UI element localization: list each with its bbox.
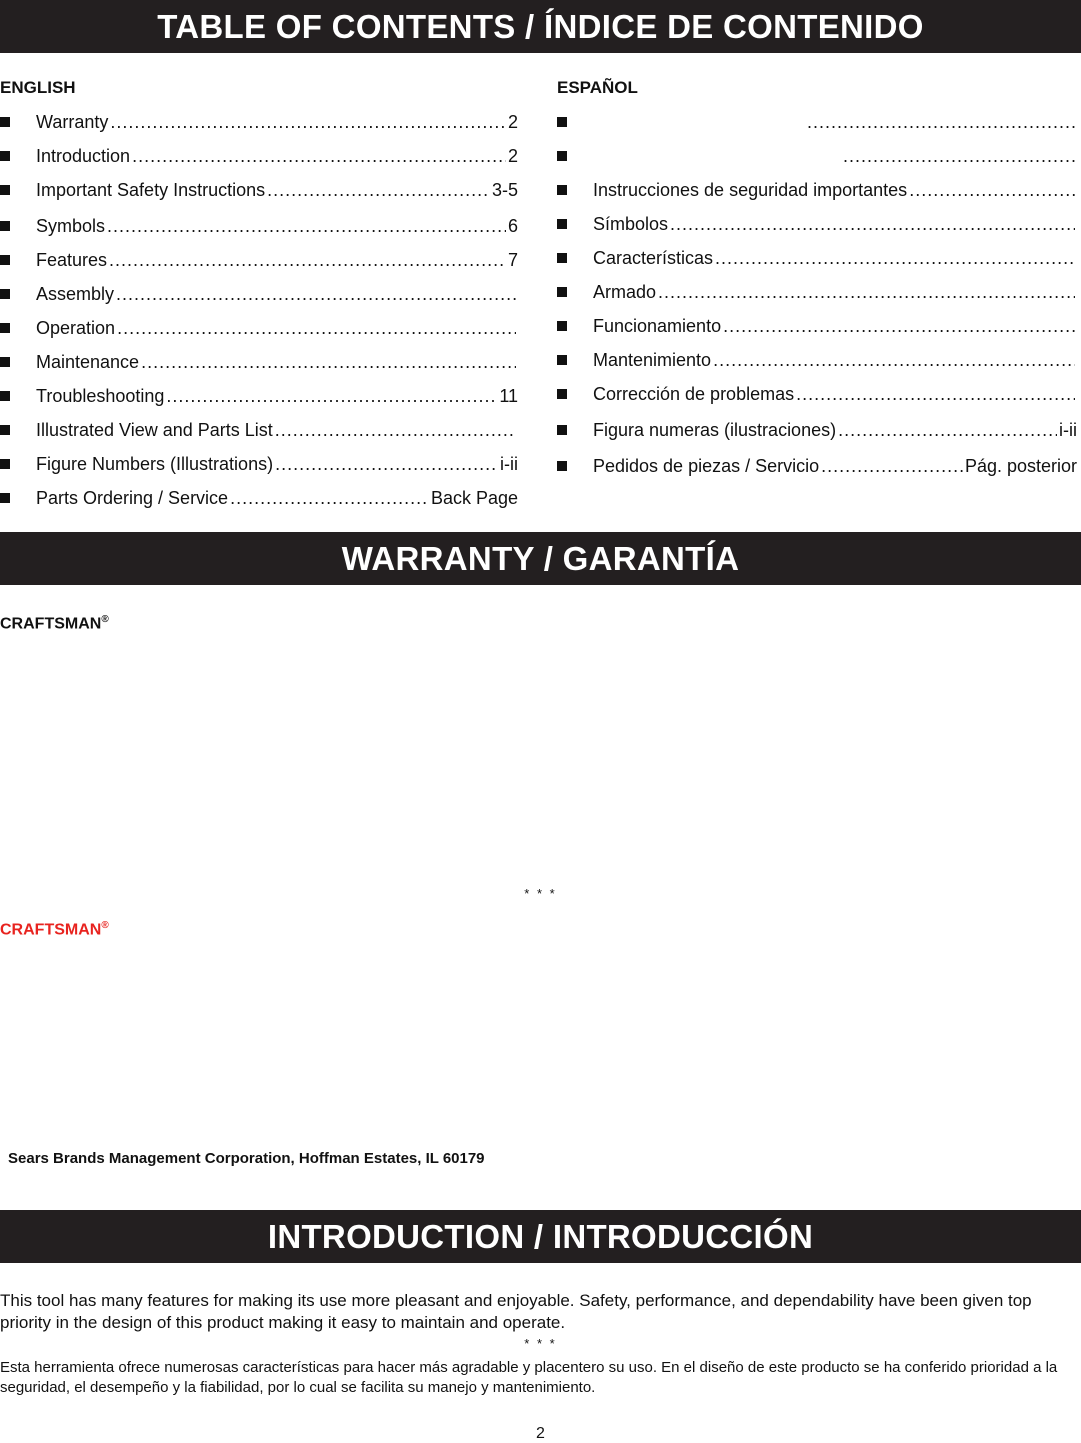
spanish-heading: ESPAÑOL xyxy=(557,78,638,97)
introduction-banner xyxy=(0,1210,1081,1263)
bullet-icon xyxy=(0,459,10,469)
english-heading: ENGLISH xyxy=(0,78,76,97)
toc-item-label: Símbolos xyxy=(593,214,669,234)
toc-item-label: Maintenance xyxy=(36,352,140,372)
toc-item-label: Warranty xyxy=(36,112,109,132)
toc-item xyxy=(0,486,518,510)
toc-item-label: Funcionamiento xyxy=(593,316,722,336)
bullet-icon xyxy=(0,289,10,299)
leader-dots xyxy=(230,486,429,510)
introduction-title: INTRODUCTION / INTRODUCCIÓN xyxy=(267,1218,814,1255)
toc-item xyxy=(0,384,518,408)
toc-item-label: Características xyxy=(593,248,714,268)
toc-item xyxy=(557,212,1077,236)
leader-dots xyxy=(838,418,1057,442)
toc-item-label: Figura numeras (ilustraciones) xyxy=(593,420,837,440)
toc-item xyxy=(0,282,518,306)
bullet-icon xyxy=(557,219,567,229)
toc-item xyxy=(0,418,518,442)
bullet-icon xyxy=(557,287,567,297)
toc-item-label: Figure Numbers (Illustrations) xyxy=(36,454,274,474)
toc-item xyxy=(557,418,1077,442)
bullet-icon xyxy=(0,323,10,333)
leader-dots xyxy=(715,246,1075,270)
warranty-brand-english xyxy=(0,614,109,633)
leader-dots xyxy=(723,314,1075,338)
page-number: 2 xyxy=(536,1425,545,1442)
toc-title: TABLE OF CONTENTS / ÍNDICE DE CONTENIDO xyxy=(157,8,924,45)
bullet-icon xyxy=(557,117,567,127)
bullet-icon xyxy=(557,425,567,435)
toc-item xyxy=(0,350,518,374)
toc-item-page: i-ii xyxy=(1059,420,1077,440)
toc-item-page: 7 xyxy=(507,250,518,270)
leader-dots xyxy=(843,144,1075,168)
bullet-icon xyxy=(0,117,10,127)
leader-dots xyxy=(796,382,1075,406)
toc-item-label: Symbols xyxy=(36,216,106,236)
bullet-icon xyxy=(0,493,10,503)
bullet-icon xyxy=(0,391,10,401)
leader-dots xyxy=(141,350,516,374)
leader-dots xyxy=(107,214,506,238)
toc-item-label: Assembly xyxy=(36,284,115,304)
leader-dots xyxy=(670,212,1075,236)
leader-dots xyxy=(267,178,490,202)
bullet-icon xyxy=(557,461,567,471)
toc-item xyxy=(557,454,1077,478)
leader-dots xyxy=(713,348,1075,372)
toc-item-label: Corrección de problemas xyxy=(593,384,795,404)
toc-item-label: Mantenimiento xyxy=(593,350,712,370)
toc-item xyxy=(557,382,1077,406)
leader-dots xyxy=(807,110,1075,134)
introduction-spanish-text: Esta herramienta ofrece numerosas características para hacer más agradable y placentero su uso. En el diseño de este producto se ha conferido prioridad a la seguridad, el desempeño y la fiabilidad, por lo cual se facilita su manejo y mantenimiento. xyxy=(0,1359,1058,1396)
warranty-separator: * * * xyxy=(524,886,557,901)
toc-item-label: Illustrated View and Parts List xyxy=(36,420,273,440)
toc-item xyxy=(557,178,1077,202)
leader-dots xyxy=(821,454,963,478)
registered-mark: ® xyxy=(101,920,109,931)
toc-item xyxy=(0,110,518,134)
toc-item-label: Pedidos de piezas / Servicio xyxy=(593,456,820,476)
leader-dots xyxy=(909,178,1075,202)
toc-item xyxy=(557,144,1077,168)
corporation-address: Sears Brands Management Corporation, Hoffman Estates, IL 60179 xyxy=(8,1150,485,1167)
leader-dots xyxy=(117,316,516,340)
bullet-icon xyxy=(0,425,10,435)
toc-item xyxy=(0,248,518,272)
leader-dots xyxy=(116,282,516,306)
warranty-brand-spanish xyxy=(0,920,109,939)
toc-item-label: Operation xyxy=(36,318,116,338)
bullet-icon xyxy=(0,357,10,367)
toc-item-page: 3-5 xyxy=(491,180,518,200)
toc-item xyxy=(0,316,518,340)
bullet-icon xyxy=(557,321,567,331)
toc-item xyxy=(557,348,1077,372)
toc-item-label: Troubleshooting xyxy=(36,386,165,406)
toc-item-label: Features xyxy=(36,250,108,270)
toc-item-label: Instrucciones de seguridad importantes xyxy=(593,180,908,200)
bullet-icon xyxy=(557,185,567,195)
toc-item xyxy=(557,280,1077,304)
toc-item xyxy=(0,452,518,476)
brand-name: CRAFTSMAN xyxy=(0,921,102,939)
leader-dots xyxy=(132,144,506,168)
leader-dots xyxy=(658,280,1075,304)
toc-item xyxy=(0,214,518,238)
toc-item xyxy=(0,178,518,202)
toc-item-label: Armado xyxy=(593,282,657,302)
toc-item-page: Pág. posterior xyxy=(964,456,1077,476)
toc-item-page: 6 xyxy=(507,216,518,236)
toc-item xyxy=(557,246,1077,270)
bullet-icon xyxy=(0,185,10,195)
bullet-icon xyxy=(0,151,10,161)
brand-name: CRAFTSMAN xyxy=(0,615,102,633)
registered-mark: ® xyxy=(101,614,109,625)
leader-dots xyxy=(275,452,498,476)
warranty-banner xyxy=(0,532,1081,585)
toc-item-label: Parts Ordering / Service xyxy=(36,488,229,508)
toc-item xyxy=(557,110,1077,134)
introduction-separator: * * * xyxy=(524,1336,557,1351)
toc-item-page: 2 xyxy=(507,146,518,166)
toc-item-label: Introduction xyxy=(36,146,131,166)
toc-item-page: i-ii xyxy=(500,454,518,474)
toc-banner xyxy=(0,0,1081,53)
toc-item-label: Important Safety Instructions xyxy=(36,180,266,200)
toc-item-page: Back Page xyxy=(430,488,518,508)
toc-item-page: 2 xyxy=(507,112,518,132)
introduction-english-text: This tool has many features for making its use more pleasant and enjoyable. Safety, performance, and dependability have been given top priority in the design of this product making it easy to maintain and operate. xyxy=(0,1291,1032,1332)
bullet-icon xyxy=(557,151,567,161)
toc-item-page: 11 xyxy=(499,386,518,406)
leader-dots xyxy=(109,248,506,272)
bullet-icon xyxy=(0,221,10,231)
leader-dots xyxy=(110,110,506,134)
bullet-icon xyxy=(557,355,567,365)
leader-dots xyxy=(275,418,516,442)
toc-item xyxy=(557,314,1077,338)
warranty-title: WARRANTY / GARANTÍA xyxy=(341,540,740,577)
bullet-icon xyxy=(557,253,567,263)
bullet-icon xyxy=(0,255,10,265)
leader-dots xyxy=(166,384,497,408)
bullet-icon xyxy=(557,389,567,399)
toc-item xyxy=(0,144,518,168)
